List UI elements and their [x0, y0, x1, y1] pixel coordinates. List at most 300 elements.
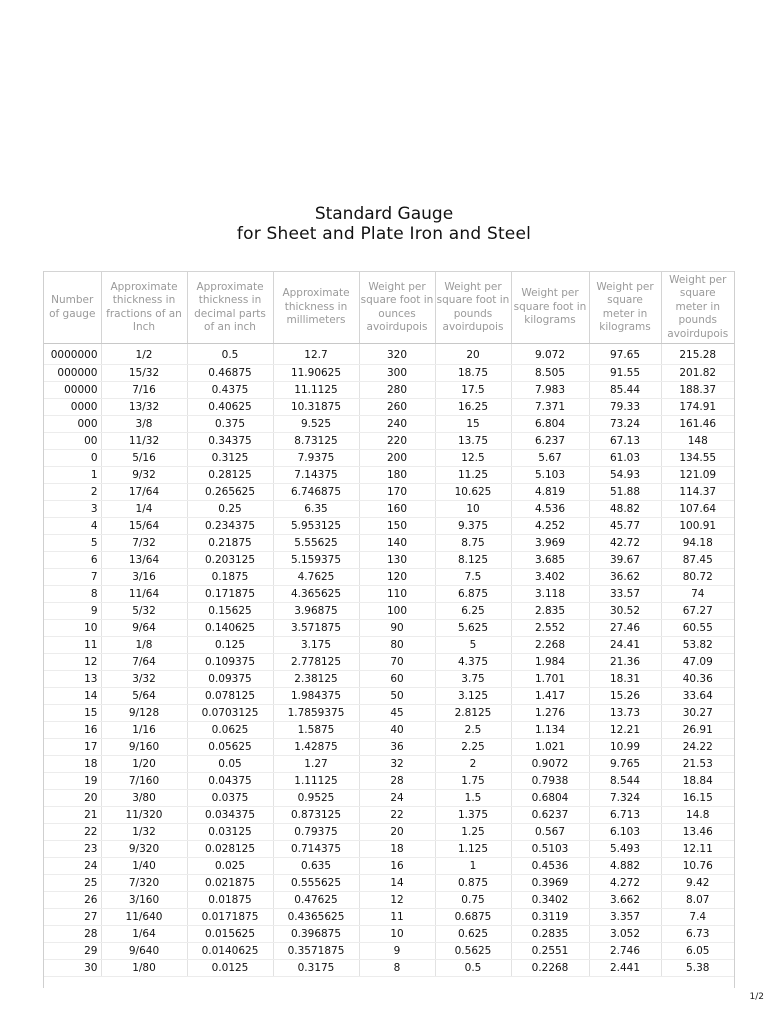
table-cell: 0.234375 — [187, 518, 273, 535]
table-cell: 18.84 — [661, 773, 734, 790]
table-cell: 1 — [44, 467, 101, 484]
table-cell: 67.13 — [589, 433, 661, 450]
table-cell: 53.82 — [661, 637, 734, 654]
table-cell: 1.417 — [511, 688, 589, 705]
table-cell: 0.0625 — [187, 722, 273, 739]
table-cell: 188.37 — [661, 382, 734, 399]
table-cell: 94.18 — [661, 535, 734, 552]
table-cell: 48.82 — [589, 501, 661, 518]
table-cell: 4.882 — [589, 858, 661, 875]
table-cell: 160 — [359, 501, 435, 518]
table-cell: 4.272 — [589, 875, 661, 892]
table-cell: 0.635 — [273, 858, 359, 875]
table-cell: 8 — [44, 586, 101, 603]
table-cell: 6.713 — [589, 807, 661, 824]
table-cell: 5/32 — [101, 603, 187, 620]
table-cell: 110 — [359, 586, 435, 603]
table-cell: 0.140625 — [187, 620, 273, 637]
table-cell: 7.983 — [511, 382, 589, 399]
table-cell: 20 — [359, 824, 435, 841]
table-cell: 9/160 — [101, 739, 187, 756]
table-cell: 23 — [44, 841, 101, 858]
table-cell: 000000 — [44, 365, 101, 382]
table-cell: 130 — [359, 552, 435, 569]
table-cell: 0.6237 — [511, 807, 589, 824]
table-row — [44, 909, 734, 926]
table-cell: 0.21875 — [187, 535, 273, 552]
table-cell: 18 — [44, 756, 101, 773]
table-cell: 70 — [359, 654, 435, 671]
table-cell: 10.99 — [589, 739, 661, 756]
table-cell: 10 — [44, 620, 101, 637]
table-cell: 5 — [44, 535, 101, 552]
table-cell: 91.55 — [589, 365, 661, 382]
table-cell: 0.0140625 — [187, 943, 273, 960]
table-row — [44, 756, 734, 773]
table-cell: 1.984 — [511, 654, 589, 671]
table-cell: 6.05 — [661, 943, 734, 960]
document-title — [0, 204, 768, 244]
column-header: Weight per square foot in pounds avoirdupois — [435, 272, 511, 344]
table-cell: 174.91 — [661, 399, 734, 416]
table-cell: 9.42 — [661, 875, 734, 892]
table-cell: 0.2268 — [511, 960, 589, 977]
table-row — [44, 773, 734, 790]
table-cell: 2.5 — [435, 722, 511, 739]
table-cell: 0.1875 — [187, 569, 273, 586]
table-cell: 0.25 — [187, 501, 273, 518]
table-cell: 6.25 — [435, 603, 511, 620]
table-cell: 0.5 — [435, 960, 511, 977]
header-row — [44, 272, 734, 344]
table-cell: 30.27 — [661, 705, 734, 722]
table-cell: 60.55 — [661, 620, 734, 637]
table-cell: 27.46 — [589, 620, 661, 637]
table-cell: 1.021 — [511, 739, 589, 756]
table-row — [44, 705, 734, 722]
table-cell: 36.62 — [589, 569, 661, 586]
table-cell: 12.5 — [435, 450, 511, 467]
table-cell: 3.052 — [589, 926, 661, 943]
table-row — [44, 344, 734, 365]
table-cell: 2.8125 — [435, 705, 511, 722]
table-cell: 7/320 — [101, 875, 187, 892]
table-header — [44, 272, 734, 344]
table-cell: 22 — [44, 824, 101, 841]
table-cell: 14 — [359, 875, 435, 892]
table-cell: 1.276 — [511, 705, 589, 722]
table-cell: 24.22 — [661, 739, 734, 756]
table-cell: 3.969 — [511, 535, 589, 552]
table-cell: 2.38125 — [273, 671, 359, 688]
table-cell: 33.57 — [589, 586, 661, 603]
table-cell: 3.175 — [273, 637, 359, 654]
table-cell: 7/160 — [101, 773, 187, 790]
table-cell: 24.41 — [589, 637, 661, 654]
table-cell: 7/64 — [101, 654, 187, 671]
table-cell: 50 — [359, 688, 435, 705]
table-cell: 1.25 — [435, 824, 511, 841]
table-cell: 67.27 — [661, 603, 734, 620]
table-cell: 10 — [359, 926, 435, 943]
table-row — [44, 960, 734, 977]
table-cell: 0.5 — [187, 344, 273, 365]
table-cell: 3.402 — [511, 569, 589, 586]
table-cell: 12.7 — [273, 344, 359, 365]
table-cell: 0.9525 — [273, 790, 359, 807]
table-cell: 0.034375 — [187, 807, 273, 824]
column-header: Weight per square meter in kilograms — [589, 272, 661, 344]
title-line-2: for Sheet and Plate Iron and Steel — [236, 224, 532, 244]
table-row — [44, 807, 734, 824]
table-cell: 180 — [359, 467, 435, 484]
table-row — [44, 875, 734, 892]
table-cell: 87.45 — [661, 552, 734, 569]
table-cell: 14.8 — [661, 807, 734, 824]
table-row — [44, 399, 734, 416]
table-body — [44, 344, 734, 977]
table-cell: 11.1125 — [273, 382, 359, 399]
table-cell: 45 — [359, 705, 435, 722]
table-cell: 7.14375 — [273, 467, 359, 484]
table-cell: 320 — [359, 344, 435, 365]
table-cell: 0.203125 — [187, 552, 273, 569]
table-cell: 22 — [359, 807, 435, 824]
table-cell: 2 — [435, 756, 511, 773]
table-cell: 0.6804 — [511, 790, 589, 807]
table-row — [44, 824, 734, 841]
table-cell: 1 — [435, 858, 511, 875]
column-header: Weight per square foot in ounces avoirdupois — [359, 272, 435, 344]
table-cell: 15/32 — [101, 365, 187, 382]
table-cell: 11/320 — [101, 807, 187, 824]
table-cell: 0.2551 — [511, 943, 589, 960]
table-cell: 9/320 — [101, 841, 187, 858]
table-cell: 51.88 — [589, 484, 661, 501]
table-cell: 85.44 — [589, 382, 661, 399]
table-cell: 00000 — [44, 382, 101, 399]
table-cell: 24 — [359, 790, 435, 807]
table-cell: 12.11 — [661, 841, 734, 858]
table-cell: 3/16 — [101, 569, 187, 586]
table-row — [44, 926, 734, 943]
table-cell: 9 — [359, 943, 435, 960]
table-cell: 0.03125 — [187, 824, 273, 841]
table-cell: 8.125 — [435, 552, 511, 569]
table-cell: 201.82 — [661, 365, 734, 382]
table-cell: 5.159375 — [273, 552, 359, 569]
table-cell: 16.25 — [435, 399, 511, 416]
table-cell: 28 — [44, 926, 101, 943]
table-cell: 0.028125 — [187, 841, 273, 858]
table-cell: 73.24 — [589, 416, 661, 433]
table-cell: 161.46 — [661, 416, 734, 433]
table-cell: 3/80 — [101, 790, 187, 807]
table-cell: 32 — [359, 756, 435, 773]
table-cell: 0000 — [44, 399, 101, 416]
table-cell: 79.33 — [589, 399, 661, 416]
table-cell: 11 — [359, 909, 435, 926]
table-cell: 40 — [359, 722, 435, 739]
table-cell: 30.52 — [589, 603, 661, 620]
table-cell: 0.79375 — [273, 824, 359, 841]
table-cell: 7.9375 — [273, 450, 359, 467]
table-cell: 1/16 — [101, 722, 187, 739]
table-cell: 5.953125 — [273, 518, 359, 535]
table-cell: 2.268 — [511, 637, 589, 654]
table-row — [44, 943, 734, 960]
table-cell: 7/16 — [101, 382, 187, 399]
table-cell: 260 — [359, 399, 435, 416]
table-cell: 0.3402 — [511, 892, 589, 909]
table-cell: 3 — [44, 501, 101, 518]
table-cell: 0000000 — [44, 344, 101, 365]
table-cell: 7.371 — [511, 399, 589, 416]
table-cell: 0.28125 — [187, 467, 273, 484]
table-cell: 134.55 — [661, 450, 734, 467]
table-cell: 0.0171875 — [187, 909, 273, 926]
table-cell: 1/80 — [101, 960, 187, 977]
table-cell: 3.75 — [435, 671, 511, 688]
gauge-table — [44, 271, 734, 977]
table-cell: 9/32 — [101, 467, 187, 484]
table-cell: 6.103 — [589, 824, 661, 841]
table-cell: 10.76 — [661, 858, 734, 875]
table-row — [44, 671, 734, 688]
table-cell: 1.984375 — [273, 688, 359, 705]
table-cell: 00 — [44, 433, 101, 450]
table-cell: 5.493 — [589, 841, 661, 858]
table-cell: 0.09375 — [187, 671, 273, 688]
table-cell: 80.72 — [661, 569, 734, 586]
table-cell: 0.396875 — [273, 926, 359, 943]
table-cell: 0.567 — [511, 824, 589, 841]
table-cell: 4.375 — [435, 654, 511, 671]
table-cell: 9.525 — [273, 416, 359, 433]
table-cell: 0.05625 — [187, 739, 273, 756]
table-cell: 0.04375 — [187, 773, 273, 790]
table-cell: 0.109375 — [187, 654, 273, 671]
table-cell: 29 — [44, 943, 101, 960]
table-cell: 0.873125 — [273, 807, 359, 824]
table-cell: 170 — [359, 484, 435, 501]
table-cell: 4 — [44, 518, 101, 535]
table-cell: 13 — [44, 671, 101, 688]
table-row — [44, 722, 734, 739]
table-row — [44, 892, 734, 909]
table-cell: 7/32 — [101, 535, 187, 552]
table-cell: 200 — [359, 450, 435, 467]
table-row — [44, 552, 734, 569]
table-cell: 0.265625 — [187, 484, 273, 501]
table-cell: 3.357 — [589, 909, 661, 926]
table-cell: 12 — [44, 654, 101, 671]
table-row — [44, 518, 734, 535]
table-cell: 13.73 — [589, 705, 661, 722]
table-cell: 11/640 — [101, 909, 187, 926]
table-cell: 6 — [44, 552, 101, 569]
table-cell: 17 — [44, 739, 101, 756]
table-cell: 13.75 — [435, 433, 511, 450]
table-cell: 1.134 — [511, 722, 589, 739]
table-cell: 0.6875 — [435, 909, 511, 926]
table-cell: 97.65 — [589, 344, 661, 365]
table-cell: 0.01875 — [187, 892, 273, 909]
table-cell: 4.7625 — [273, 569, 359, 586]
table-cell: 1/40 — [101, 858, 187, 875]
table-cell: 14 — [44, 688, 101, 705]
table-cell: 18.31 — [589, 671, 661, 688]
table-cell: 60 — [359, 671, 435, 688]
table-cell: 4.365625 — [273, 586, 359, 603]
table-cell: 1.42875 — [273, 739, 359, 756]
table-cell: 3.118 — [511, 586, 589, 603]
table-row — [44, 858, 734, 875]
table-cell: 5.625 — [435, 620, 511, 637]
table-cell: 120 — [359, 569, 435, 586]
table-row — [44, 382, 734, 399]
table-cell: 2.835 — [511, 603, 589, 620]
table-cell: 40.36 — [661, 671, 734, 688]
table-cell: 1.375 — [435, 807, 511, 824]
table-cell: 100 — [359, 603, 435, 620]
table-cell: 1/2 — [101, 344, 187, 365]
table-cell: 1/32 — [101, 824, 187, 841]
table-cell: 0.3125 — [187, 450, 273, 467]
table-cell: 0.4375 — [187, 382, 273, 399]
table-cell: 5/64 — [101, 688, 187, 705]
table-cell: 10.31875 — [273, 399, 359, 416]
table-cell: 0.375 — [187, 416, 273, 433]
table-cell: 2.441 — [589, 960, 661, 977]
table-cell: 33.64 — [661, 688, 734, 705]
table-row — [44, 569, 734, 586]
table-cell: 20 — [44, 790, 101, 807]
table-cell: 15 — [435, 416, 511, 433]
table-cell: 7.324 — [589, 790, 661, 807]
table-cell: 1.701 — [511, 671, 589, 688]
table-cell: 1/64 — [101, 926, 187, 943]
table-cell: 0.875 — [435, 875, 511, 892]
table-cell: 140 — [359, 535, 435, 552]
table-cell: 1.5 — [435, 790, 511, 807]
table-cell: 28 — [359, 773, 435, 790]
table-cell: 7.4 — [661, 909, 734, 926]
table-cell: 21 — [44, 807, 101, 824]
table-cell: 11 — [44, 637, 101, 654]
table-row — [44, 484, 734, 501]
table-cell: 18 — [359, 841, 435, 858]
table-cell: 18.75 — [435, 365, 511, 382]
table-cell: 8.75 — [435, 535, 511, 552]
table-cell: 4.252 — [511, 518, 589, 535]
table-cell: 9 — [44, 603, 101, 620]
table-row — [44, 501, 734, 518]
table-cell: 6.746875 — [273, 484, 359, 501]
table-row — [44, 586, 734, 603]
table-cell: 7 — [44, 569, 101, 586]
table-cell: 3/8 — [101, 416, 187, 433]
table-row — [44, 654, 734, 671]
table-cell: 0.025 — [187, 858, 273, 875]
table-cell: 21.53 — [661, 756, 734, 773]
table-cell: 9.765 — [589, 756, 661, 773]
table-cell: 13.46 — [661, 824, 734, 841]
table-cell: 74 — [661, 586, 734, 603]
table-cell: 61.03 — [589, 450, 661, 467]
table-cell: 5.103 — [511, 467, 589, 484]
table-cell: 107.64 — [661, 501, 734, 518]
table-cell: 8.505 — [511, 365, 589, 382]
table-cell: 4.819 — [511, 484, 589, 501]
table-cell: 215.28 — [661, 344, 734, 365]
table-row — [44, 637, 734, 654]
table-cell: 1.75 — [435, 773, 511, 790]
table-cell: 0.078125 — [187, 688, 273, 705]
table-cell: 148 — [661, 433, 734, 450]
table-cell: 1/4 — [101, 501, 187, 518]
table-cell: 6.237 — [511, 433, 589, 450]
table-cell: 240 — [359, 416, 435, 433]
table-cell: 9.072 — [511, 344, 589, 365]
table-cell: 3.685 — [511, 552, 589, 569]
table-cell: 0.0375 — [187, 790, 273, 807]
table-row — [44, 841, 734, 858]
table-cell: 5.38 — [661, 960, 734, 977]
table-cell: 300 — [359, 365, 435, 382]
table-cell: 121.09 — [661, 467, 734, 484]
table-cell: 7.5 — [435, 569, 511, 586]
table-cell: 9/64 — [101, 620, 187, 637]
table-cell: 17.5 — [435, 382, 511, 399]
table-cell: 3.96875 — [273, 603, 359, 620]
table-row — [44, 433, 734, 450]
table-cell: 3.571875 — [273, 620, 359, 637]
column-header: Approximate thickness in fractions of an Inch — [101, 272, 187, 344]
table-cell: 114.37 — [661, 484, 734, 501]
table-cell: 1/8 — [101, 637, 187, 654]
table-cell: 3.662 — [589, 892, 661, 909]
table-cell: 1.7859375 — [273, 705, 359, 722]
table-cell: 1/20 — [101, 756, 187, 773]
table-cell: 39.67 — [589, 552, 661, 569]
table-cell: 11/32 — [101, 433, 187, 450]
table-cell: 9/128 — [101, 705, 187, 722]
table-cell: 13/32 — [101, 399, 187, 416]
column-header: Weight per square foot in kilograms — [511, 272, 589, 344]
column-header: Approximate thickness in decimal parts of an inch — [187, 272, 273, 344]
table-cell: 0.125 — [187, 637, 273, 654]
table-cell: 47.09 — [661, 654, 734, 671]
table-cell: 5/16 — [101, 450, 187, 467]
table-cell: 45.77 — [589, 518, 661, 535]
table-cell: 3/160 — [101, 892, 187, 909]
table-cell: 8.07 — [661, 892, 734, 909]
table-cell: 26.91 — [661, 722, 734, 739]
table-cell: 0.46875 — [187, 365, 273, 382]
table-cell: 19 — [44, 773, 101, 790]
table-cell: 90 — [359, 620, 435, 637]
table-row — [44, 365, 734, 382]
table-cell: 16 — [359, 858, 435, 875]
table-cell: 15 — [44, 705, 101, 722]
table-cell: 0.015625 — [187, 926, 273, 943]
table-cell: 0.555625 — [273, 875, 359, 892]
table-cell: 0.625 — [435, 926, 511, 943]
table-cell: 4.536 — [511, 501, 589, 518]
table-cell: 16.15 — [661, 790, 734, 807]
column-header: Approximate thickness in millimeters — [273, 272, 359, 344]
